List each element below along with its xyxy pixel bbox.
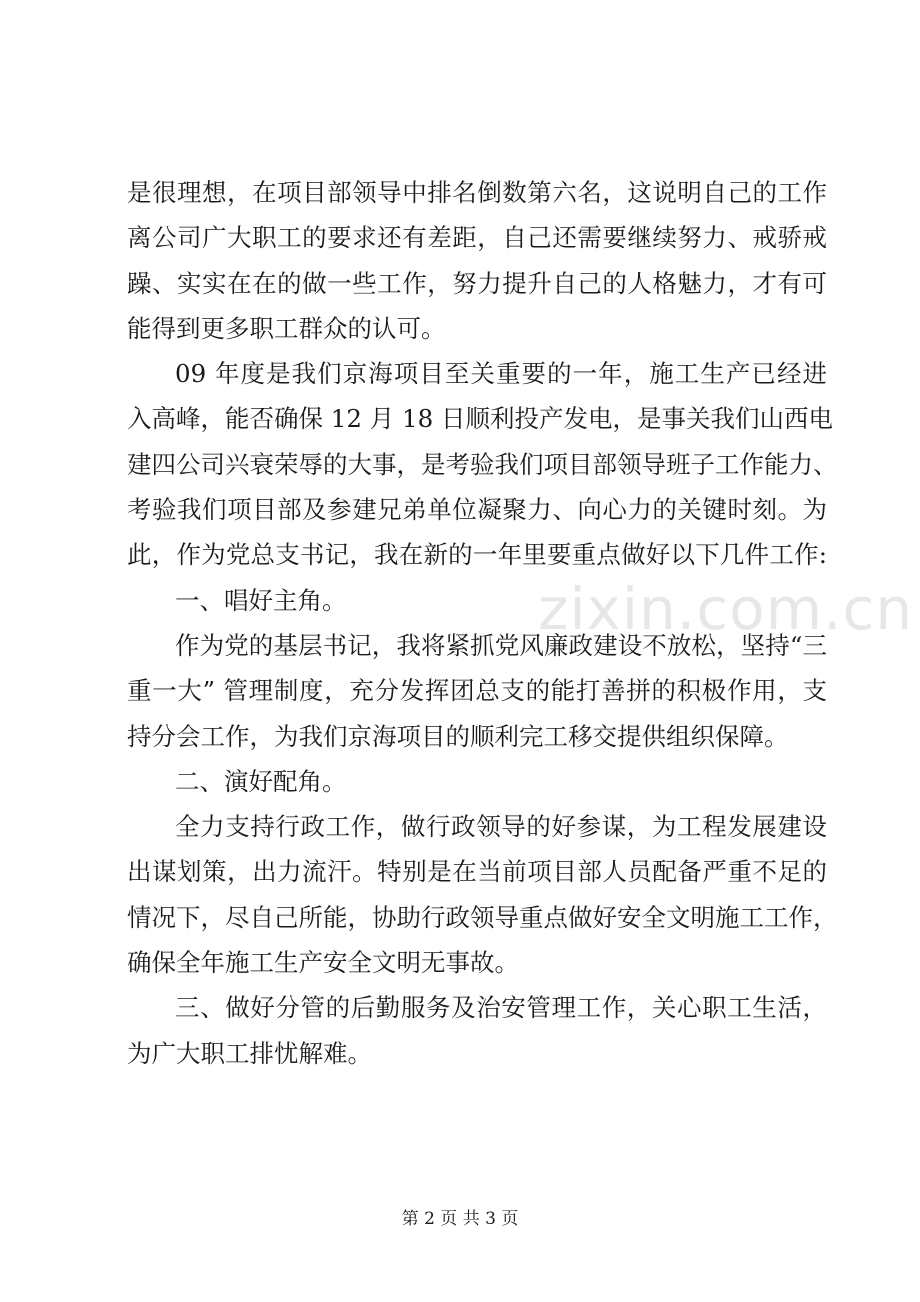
text-line: 入高峰，能否确保 12 月 18 日顺利投产发电，是事关我们山西电 [127, 404, 833, 434]
text-line: 确保全年施工生产安全文明无事故。 [127, 948, 519, 978]
text-line: 出谋划策，出力流汗。特别是在当前项目部人员配备严重不足的 [127, 857, 827, 887]
text-line: 二、演好配角。 [175, 766, 347, 796]
watermark-text: zixin.com.cn [538, 575, 914, 643]
text-line: 09 年度是我们京海项目至关重要的一年，施工生产已经进 [175, 359, 827, 389]
text-line: 重一大” 管理制度，充分发挥团总支的能打善拼的积极作用，支 [127, 676, 827, 706]
text-line: 考验我们项目部及参建兄弟单位凝聚力、向心力的关键时刻。为 [127, 495, 827, 525]
text-line: 离公司广大职工的要求还有差距，自己还需要继续努力、戒骄戒 [127, 223, 827, 253]
text-line: 三、做好分管的后勤服务及治安管理工作，关心职工生活， [175, 993, 827, 1023]
text-line: 情况下，尽自己所能，协助行政领导重点做好安全文明施工工作， [127, 902, 838, 932]
document-body [127, 170, 838, 1076]
text-line: 躁、实实在在的做一些工作，努力提升自己的人格魅力，才有可 [127, 268, 827, 298]
text-line: 此，作为党总支书记，我在新的一年里要重点做好以下几件工作: [127, 540, 827, 570]
text-line: 全力支持行政工作，做行政领导的好参谋，为工程发展建设 [175, 812, 827, 842]
text-line: 是很理想，在项目部领导中排名倒数第六名，这说明自己的工作 [127, 178, 827, 207]
text-line: 建四公司兴衰荣辱的大事，是考验我们项目部领导班子工作能力、 [127, 449, 838, 479]
text-line: 作为党的基层书记，我将紧抓党风廉政建设不放松，坚持“三 [175, 630, 827, 660]
text-line: 为广大职工排忧解难。 [127, 1038, 372, 1068]
page-footer: 第 2 页 共 3 页 [401, 1209, 519, 1229]
text-line: 一、唱好主角。 [175, 585, 347, 615]
text-line: 持分会工作，为我们京海项目的顺利完工移交提供组织保障。 [127, 721, 789, 751]
text-line: 能得到更多职工群众的认可。 [127, 313, 446, 343]
